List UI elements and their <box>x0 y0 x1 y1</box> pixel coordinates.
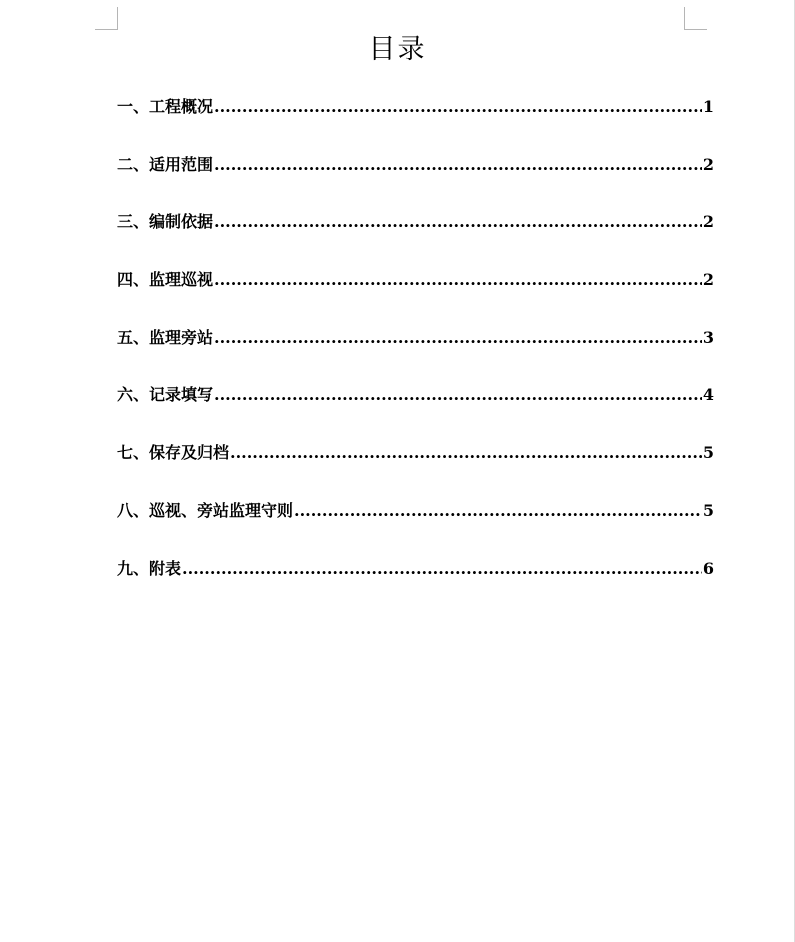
toc-entry-label: 八、巡视、旁站监理守则 <box>117 500 294 520</box>
toc-entry-label: 一、工程概况 <box>117 97 214 116</box>
toc-entry[interactable] <box>117 554 714 612</box>
toc-entry[interactable] <box>117 380 714 438</box>
toc-page-number: 2 <box>702 270 714 290</box>
margin-corner-marker-right <box>684 7 707 30</box>
toc-page-number: 2 <box>702 154 714 174</box>
toc-entry-label: 九、附表 <box>117 558 182 578</box>
toc-entry-label: 四、监理巡视 <box>117 270 214 290</box>
toc-dot-leader <box>214 380 702 410</box>
toc-dot-leader <box>294 496 702 526</box>
toc-entry[interactable] <box>117 150 714 208</box>
toc-entry-label: 三、编制依据 <box>117 212 214 232</box>
toc-page-number: 6 <box>702 558 714 578</box>
toc-page-number: 3 <box>702 327 714 347</box>
toc-entry[interactable] <box>117 323 714 381</box>
toc-dot-leader <box>230 438 702 468</box>
toc-dot-leader <box>214 150 702 180</box>
toc-dot-leader <box>214 323 702 353</box>
toc-entry[interactable] <box>117 496 714 554</box>
toc-entry-label: 六、记录填写 <box>117 385 214 405</box>
margin-corner-marker-left <box>95 7 118 30</box>
toc-dot-leader <box>182 554 702 584</box>
toc-page-number: 5 <box>702 443 714 463</box>
table-of-contents <box>117 92 714 611</box>
toc-page-number: 5 <box>702 500 714 520</box>
toc-entry[interactable] <box>117 265 714 323</box>
toc-entry[interactable] <box>117 92 714 150</box>
toc-entry[interactable] <box>117 438 714 496</box>
toc-dot-leader <box>214 265 702 295</box>
toc-page-number: 4 <box>702 385 714 405</box>
toc-entry-label: 五、监理旁站 <box>117 327 214 347</box>
toc-page-number: 1 <box>702 97 714 116</box>
toc-page-number: 2 <box>702 212 714 232</box>
toc-entry-label: 七、保存及归档 <box>117 443 230 463</box>
toc-dot-leader <box>214 92 702 122</box>
toc-entry[interactable] <box>117 207 714 265</box>
toc-entry-label: 二、适用范围 <box>117 154 214 174</box>
page-title: 目录 <box>368 34 427 65</box>
toc-dot-leader <box>214 207 702 237</box>
